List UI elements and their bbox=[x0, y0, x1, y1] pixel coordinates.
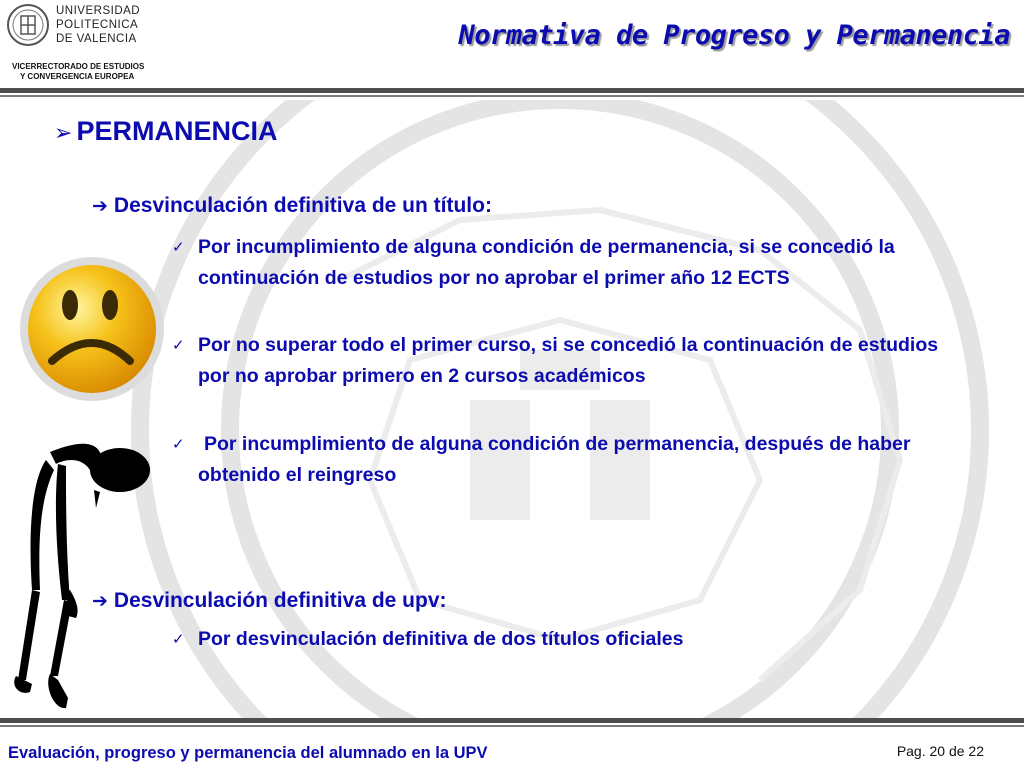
vice-line-2: Y CONVERGENCIA EUROPEA bbox=[20, 72, 135, 81]
logo-line-1: UNIVERSIDAD bbox=[56, 5, 141, 17]
list-item-text: Por no superar todo el primer curso, si se concedió la continuación de estudios por no aprobar primero en 2 cursos académicos bbox=[198, 334, 939, 387]
list-item-text: Por desvinculación definitiva de dos títulos oficiales bbox=[198, 628, 684, 650]
block-heading-2-text: Desvinculación definitiva de upv: bbox=[113, 589, 447, 612]
list-item-text: Por incumplimiento de alguna condición de permanencia, si se concedió la continuación de estudios por no aprobar el primer año 12 ECTS bbox=[198, 236, 895, 289]
logo-line-2: POLITECNICA bbox=[56, 19, 139, 31]
checkmark-icon: ✓ bbox=[172, 239, 185, 256]
circled-arrow-bullet-icon: ➔ bbox=[92, 196, 108, 217]
checkmark-icon: ✓ bbox=[172, 436, 185, 453]
page-title: Normativa de Progreso y Permanencia bbox=[458, 20, 1010, 51]
list-item bbox=[172, 232, 972, 294]
page-number: Pag. 20 de 22 bbox=[896, 743, 984, 759]
list-item bbox=[172, 624, 972, 655]
logo-line-3: DE VALENCIA bbox=[56, 33, 137, 45]
list-item bbox=[172, 330, 972, 392]
arrowhead-bullet-icon: ➢ bbox=[54, 120, 73, 145]
block-heading-1 bbox=[92, 194, 492, 218]
footer-caption: Evaluación, progreso y permanencia del alumnado en la UPV bbox=[8, 744, 488, 762]
checkmark-icon: ✓ bbox=[172, 631, 185, 648]
checkmark-icon: ✓ bbox=[172, 337, 185, 354]
list-item-text: Por incumplimiento de alguna condición de permanencia, después de haber obtenido el reingreso bbox=[198, 433, 911, 486]
block-heading-1-text: Desvinculación definitiva de un título: bbox=[113, 194, 492, 217]
section-heading-text: PERMANENCIA bbox=[76, 116, 278, 146]
section-heading bbox=[54, 116, 277, 147]
block-heading-2 bbox=[92, 589, 447, 613]
list-item bbox=[172, 429, 972, 491]
vice-line-1: VICERRECTORADO DE ESTUDIOS bbox=[12, 62, 145, 71]
circled-arrow-bullet-icon: ➔ bbox=[92, 591, 108, 612]
